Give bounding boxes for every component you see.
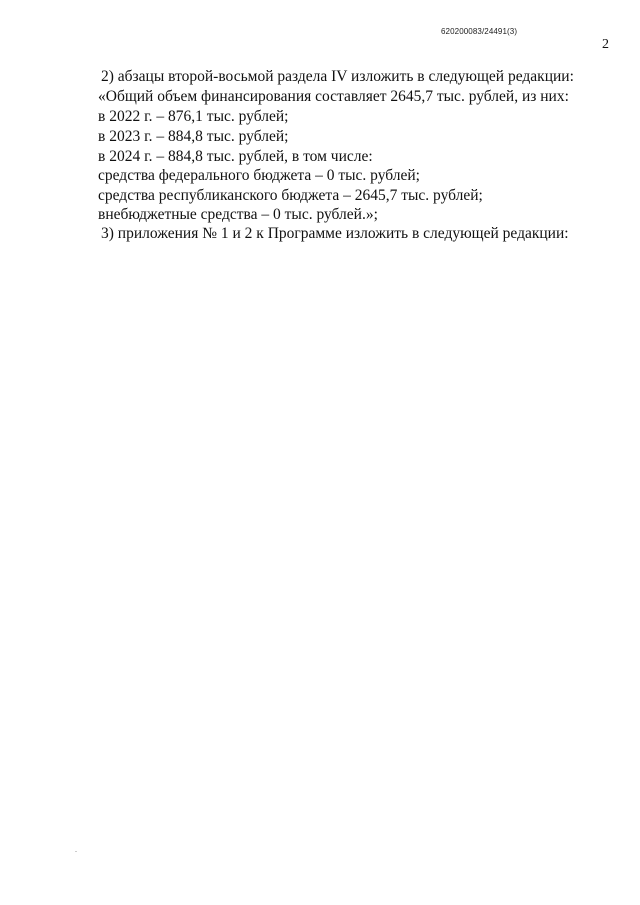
text-line: средства республиканского бюджета – 2645,7 тыс. рублей; [98, 187, 483, 204]
document-code: 620200083/24491(3) [441, 27, 518, 36]
paragraph-item-3: 3) приложения № 1 и 2 к Программе изложить в следующей редакции: [101, 225, 569, 242]
page-number: 2 [602, 37, 609, 52]
text-line: средства федерального бюджета – 0 тыс. рублей; [98, 167, 420, 184]
text-line: в 2024 г. – 884,8 тыс. рублей, в том числе: [98, 148, 373, 165]
paragraph-item-2: 2) абзацы второй-восьмой раздела IV изложить в следующей редакции: [101, 68, 574, 85]
scan-speck [75, 851, 77, 852]
text-line: в 2023 г. – 884,8 тыс. рублей; [98, 128, 289, 145]
text-line: внебюджетные средства – 0 тыс. рублей.»; [98, 206, 378, 223]
text-line: «Общий объем финансирования составляет 2645,7 тыс. рублей, из них: [98, 88, 569, 105]
text-line: в 2022 г. – 876,1 тыс. рублей; [98, 108, 289, 125]
